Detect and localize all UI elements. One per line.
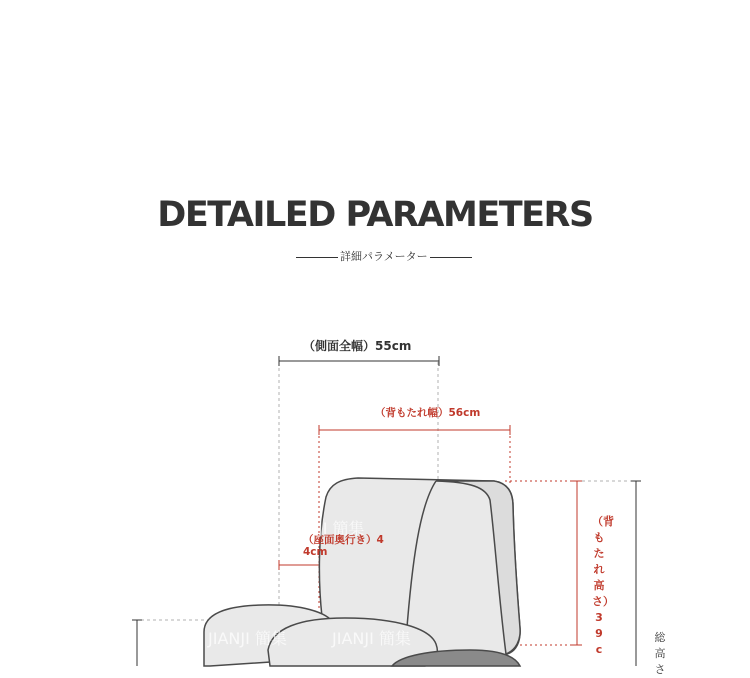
back-height-label: （背もたれ高さ）39c	[592, 515, 614, 656]
watermark-lower-right: JIANJI 簡集	[332, 629, 411, 648]
seat-height-dimension	[132, 620, 142, 666]
side-width-dimension	[279, 356, 439, 366]
page-subtitle: 詳細パラメーター	[340, 250, 428, 263]
watermark-lower-left: JIANJI 簡集	[208, 629, 287, 648]
seat-depth-label-line2: 4cm	[303, 546, 328, 558]
page-title: DETAILED PARAMETERS	[157, 195, 593, 235]
seat-depth-label-line1: （座面奥行き）4	[303, 534, 384, 546]
total-height-label: 総高さ	[654, 631, 666, 676]
back-width-label: （背もたれ幅）56cm	[375, 407, 481, 419]
total-height-dimension	[582, 481, 641, 666]
side-width-label: （側面全幅）55cm	[303, 339, 412, 353]
watermark-upper: JI 簡集	[318, 519, 365, 538]
